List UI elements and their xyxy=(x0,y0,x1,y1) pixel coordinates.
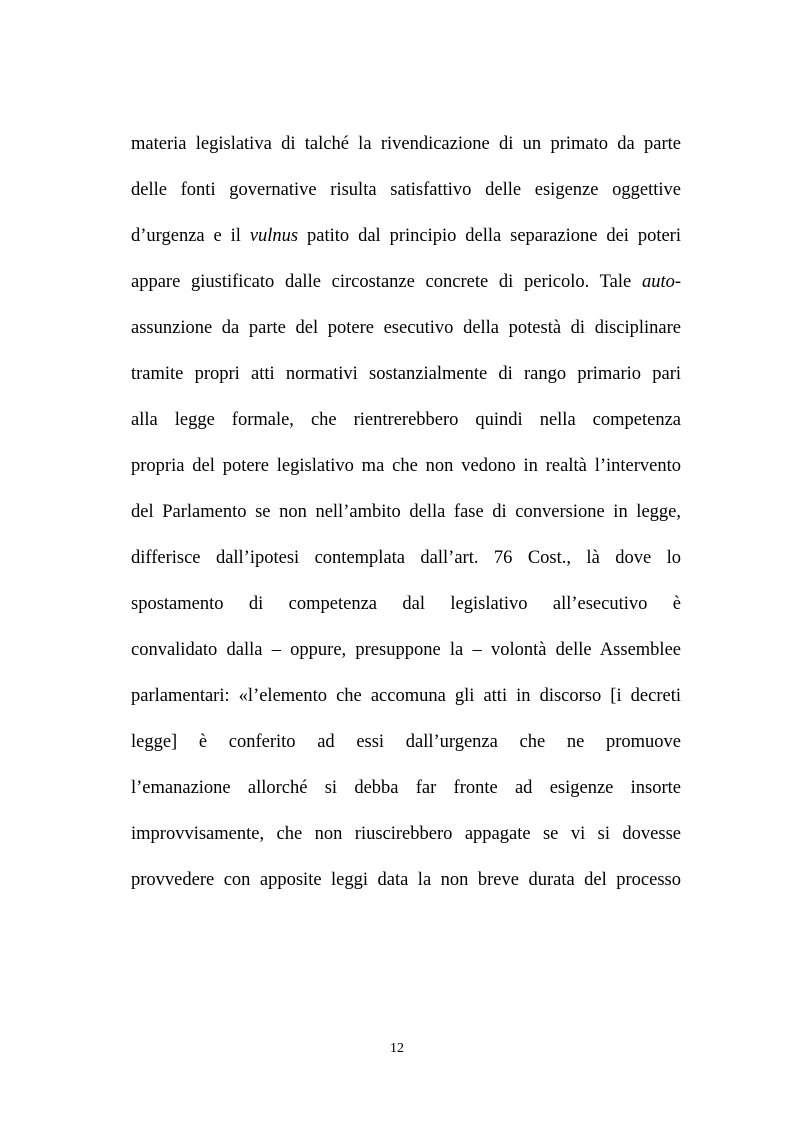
text-line-8: propria del potere legislativo ma che non vedono in realtà l’intervento xyxy=(131,456,681,476)
text-line-4 xyxy=(131,264,681,310)
text-line-10: differisce dall’ipotesi contemplata dall’art. 76 Cost., là dove lo xyxy=(131,548,681,568)
text-line-16: improvvisamente, che non riuscirebbero appagate se vi si dovesse xyxy=(131,824,681,844)
text-line-6: tramite propri atti normativi sostanzialmente di rango primario pari xyxy=(131,364,681,384)
text-line-15: l’emanazione allorché si debba far fronte ad esigenze insorte xyxy=(131,778,681,798)
text-line-3 xyxy=(131,218,681,264)
body-text xyxy=(131,126,681,908)
text-line-4-start: appare giustificato dalle circostanze concrete di pericolo. Tale xyxy=(131,272,642,292)
text-line-14: legge] è conferito ad essi dall’urgenza che ne promuove xyxy=(131,732,681,752)
text-line-17: provvedere con apposite leggi data la non breve durata del processo xyxy=(131,870,681,890)
page-number: 12 xyxy=(390,1041,404,1056)
text-line-7: alla legge formale, che rientrerebbero quindi nella competenza xyxy=(131,410,681,430)
text-line-12: convalidato dalla – oppure, presuppone la – volontà delle Assemblee xyxy=(131,640,681,660)
text-line-13: parlamentari: «l’elemento che accomuna gli atti in discorso [i decreti xyxy=(131,686,681,706)
text-line-2: delle fonti governative risulta satisfattivo delle esigenze oggettive xyxy=(131,180,681,200)
italic-term-auto: auto- xyxy=(641,272,681,292)
text-line-3-start: d’urgenza e il xyxy=(131,226,250,246)
text-line-5: assunzione da parte del potere esecutivo della potestà di disciplinare xyxy=(131,318,681,338)
text-line-3-end: patito dal principio della separazione dei poteri xyxy=(298,226,681,246)
italic-term-vulnus: vulnus xyxy=(249,226,299,246)
text-line-11: spostamento di competenza dal legislativo all’esecutivo è xyxy=(131,594,681,614)
text-line-9: del Parlamento se non nell’ambito della fase di conversione in legge, xyxy=(131,502,681,522)
text-line-1: materia legislativa di talché la rivendicazione di un primato da parte xyxy=(131,134,681,154)
